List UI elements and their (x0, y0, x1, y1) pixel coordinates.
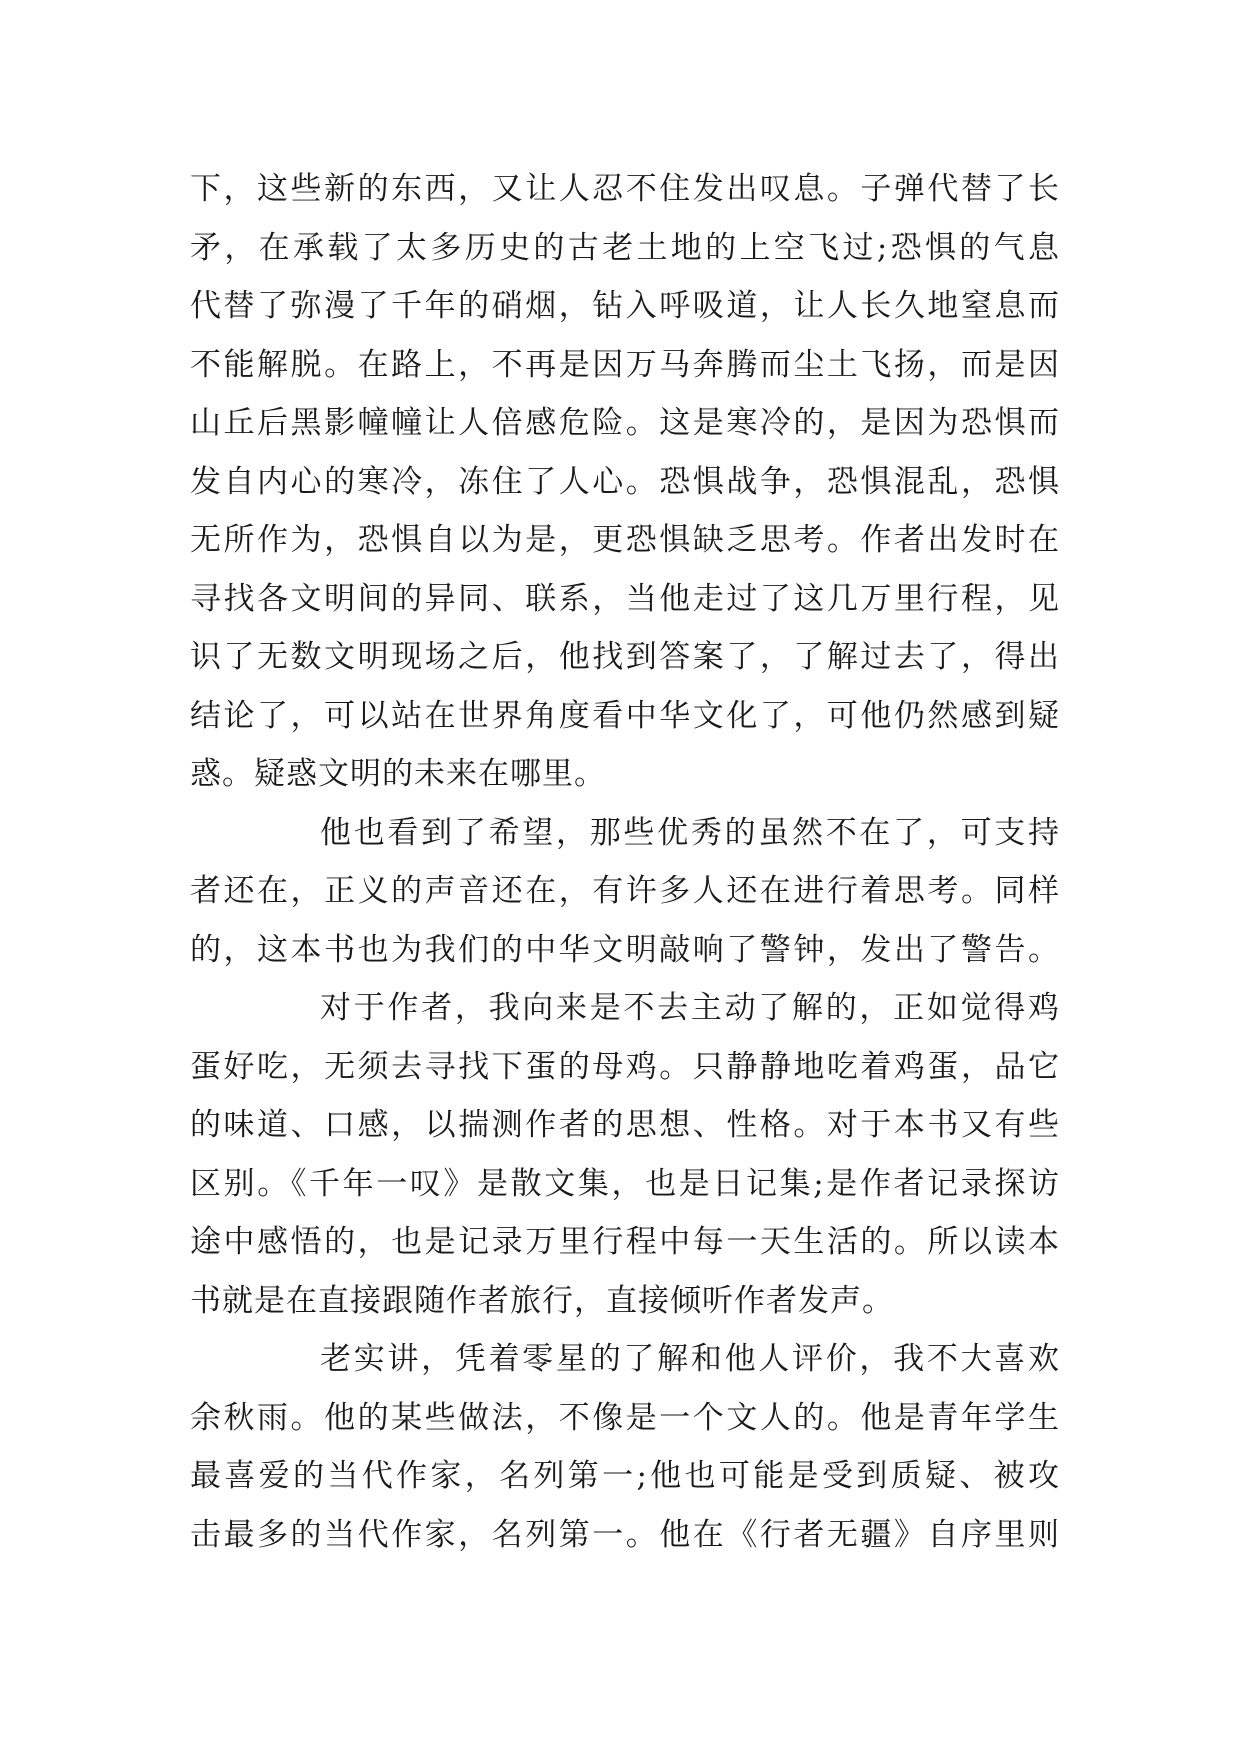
text-line: 者还在，正义的声音还在，有许多人还在进行着思考。同样 (190, 873, 1060, 909)
text-line: 老实讲，凭着零星的了解和他人评价，我不大喜欢 (320, 1341, 1060, 1377)
text-line: 山丘后黑影幢幢让人倍感危险。这是寒冷的，是因为恐惧而 (190, 405, 1060, 441)
text-line: 矛，在承载了太多历史的古老土地的上空飞过;恐惧的气息 (190, 229, 1060, 266)
text-line: 他也看到了希望，那些优秀的虽然不在了，可支持 (320, 814, 1060, 851)
text-line: 最喜爱的当代作家，名列第一;他也可能是受到质疑、被攻 (190, 1458, 1060, 1494)
text-line: 下，这些新的东西，又让人忍不住发出叹息。子弹代替了长 (190, 171, 1060, 207)
text-line: 无所作为，恐惧自以为是，更恐惧缺乏思考。作者出发时在 (190, 522, 1060, 558)
body-text (190, 160, 1060, 1564)
text-line: 击最多的当代作家，名列第一。他在《行者无疆》自序里则 (190, 1516, 1060, 1553)
text-line: 的，这本书也为我们的中华文明敲响了警钟，发出了警告。 (190, 931, 1060, 968)
text-line: 的味道、口感，以揣测作者的思想、性格。对于本书又有些 (190, 1107, 1060, 1143)
text-line: 书就是在直接跟随作者旅行，直接倾听作者发声。 (190, 1282, 894, 1319)
text-line: 对于作者，我向来是不去主动了解的，正如觉得鸡 (320, 990, 1060, 1026)
text-line: 结论了，可以站在世界角度看中华文化了，可他仍然感到疑 (190, 697, 1060, 734)
text-line: 不能解脱。在路上，不再是因万马奔腾而尘土飞扬，而是因 (190, 346, 1060, 383)
text-line: 寻找各文明间的异同、联系，当他走过了这几万里行程，见 (190, 580, 1060, 617)
text-line: 余秋雨。他的某些做法，不像是一个文人的。他是青年学生 (190, 1399, 1060, 1436)
text-line: 发自内心的寒冷，冻住了人心。恐惧战争，恐惧混乱，恐惧 (190, 463, 1060, 500)
text-line: 途中感悟的，也是记录万里行程中每一天生活的。所以读本 (190, 1224, 1060, 1260)
text-line: 区别。《千年一叹》是散文集，也是日记集;是作者记录探访 (190, 1165, 1060, 1202)
text-line: 代替了弥漫了千年的硝烟，钻入呼吸道，让人长久地窒息而 (190, 288, 1060, 324)
text-line: 蛋好吃，无须去寻找下蛋的母鸡。只静静地吃着鸡蛋，品它 (190, 1048, 1060, 1085)
text-line: 惑。疑惑文明的未来在哪里。 (190, 756, 606, 792)
text-line: 识了无数文明现场之后，他找到答案了，了解过去了，得出 (190, 639, 1060, 675)
